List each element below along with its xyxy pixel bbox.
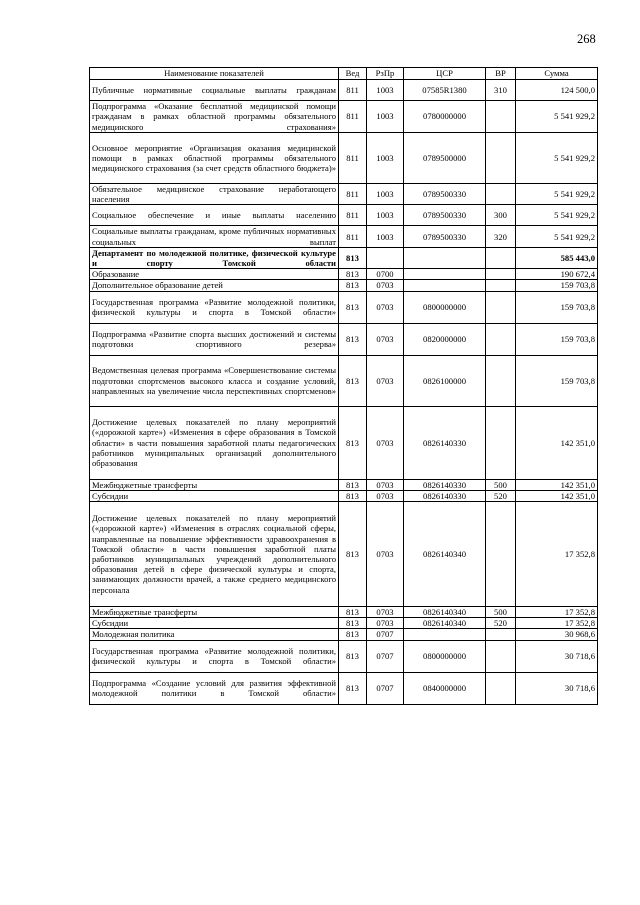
page-number: 268 bbox=[577, 32, 596, 46]
cell-vr bbox=[486, 280, 516, 291]
cell-csr: 0789500330 bbox=[404, 205, 486, 226]
cell-vr bbox=[486, 323, 516, 355]
cell-sum: 5 541 929,2 bbox=[516, 101, 598, 133]
cell-sum: 5 541 929,2 bbox=[516, 226, 598, 247]
cell-rzpr: 0703 bbox=[367, 291, 404, 323]
cell-vr bbox=[486, 502, 516, 607]
table-row bbox=[90, 133, 598, 184]
table-row bbox=[90, 406, 598, 479]
cell-ved: 813 bbox=[339, 672, 367, 704]
cell-vr: 300 bbox=[486, 205, 516, 226]
cell-vr bbox=[486, 101, 516, 133]
cell-vr: 520 bbox=[486, 618, 516, 629]
cell-ved: 811 bbox=[339, 133, 367, 184]
cell-ved: 813 bbox=[339, 323, 367, 355]
cell-sum: 190 672,4 bbox=[516, 269, 598, 280]
cell-sum: 159 703,8 bbox=[516, 355, 598, 406]
cell-name: Государственная программа «Развитие молодежной политики, физической культуры и спорта в Томской области» bbox=[90, 291, 339, 323]
cell-vr bbox=[486, 184, 516, 205]
cell-ved: 813 bbox=[339, 355, 367, 406]
cell-sum: 5 541 929,2 bbox=[516, 184, 598, 205]
cell-ved: 813 bbox=[339, 269, 367, 280]
cell-rzpr: 0703 bbox=[367, 490, 404, 501]
cell-rzpr bbox=[367, 247, 404, 268]
header-rzpr: РзПр bbox=[367, 68, 404, 80]
cell-vr: 500 bbox=[486, 479, 516, 490]
cell-csr: 0789500330 bbox=[404, 184, 486, 205]
table-row bbox=[90, 490, 598, 501]
table-row bbox=[90, 269, 598, 280]
cell-name: Субсидии bbox=[90, 490, 339, 501]
cell-csr: 0826140340 bbox=[404, 607, 486, 618]
table-row bbox=[90, 640, 598, 672]
cell-csr: 0789500000 bbox=[404, 133, 486, 184]
cell-ved: 813 bbox=[339, 629, 367, 640]
cell-rzpr: 1003 bbox=[367, 184, 404, 205]
cell-vr: 520 bbox=[486, 490, 516, 501]
cell-rzpr: 0707 bbox=[367, 640, 404, 672]
cell-ved: 813 bbox=[339, 490, 367, 501]
cell-name: Образование bbox=[90, 269, 339, 280]
cell-sum: 142 351,0 bbox=[516, 406, 598, 479]
cell-ved: 813 bbox=[339, 291, 367, 323]
cell-csr: 0826100000 bbox=[404, 355, 486, 406]
cell-rzpr: 1003 bbox=[367, 205, 404, 226]
cell-name: Основное мероприятие «Организация оказания медицинской помощи в рамках областной программы обязательного медицинского страхования (за счет средств областного бюджета)» bbox=[90, 133, 339, 184]
cell-vr bbox=[486, 640, 516, 672]
cell-name: Ведомственная целевая программа «Совершенствование системы подготовки спортсменов высокого класса и создание условий, направленных на увеличение числа перспективных спортсменов» bbox=[90, 355, 339, 406]
cell-vr bbox=[486, 133, 516, 184]
cell-rzpr: 0700 bbox=[367, 269, 404, 280]
table-row bbox=[90, 479, 598, 490]
cell-csr: 0789500330 bbox=[404, 226, 486, 247]
cell-sum: 5 541 929,2 bbox=[516, 205, 598, 226]
cell-csr: 0820000000 bbox=[404, 323, 486, 355]
table-header-row bbox=[90, 68, 598, 80]
cell-csr bbox=[404, 247, 486, 268]
cell-sum: 30 718,6 bbox=[516, 672, 598, 704]
cell-name: Социальное обеспечение и иные выплаты населению bbox=[90, 205, 339, 226]
header-vr: ВР bbox=[486, 68, 516, 80]
cell-csr: 0826140340 bbox=[404, 618, 486, 629]
cell-ved: 813 bbox=[339, 247, 367, 268]
cell-rzpr: 1003 bbox=[367, 80, 404, 101]
header-ved: Вед bbox=[339, 68, 367, 80]
cell-vr bbox=[486, 291, 516, 323]
cell-ved: 813 bbox=[339, 618, 367, 629]
cell-name: Дополнительное образование детей bbox=[90, 280, 339, 291]
table-row bbox=[90, 101, 598, 133]
cell-vr bbox=[486, 247, 516, 268]
header-csr: ЦСР bbox=[404, 68, 486, 80]
header-name: Наименование показателей bbox=[90, 68, 339, 80]
table-row bbox=[90, 672, 598, 704]
cell-ved: 813 bbox=[339, 640, 367, 672]
cell-sum: 159 703,8 bbox=[516, 323, 598, 355]
cell-name: Молодежная политика bbox=[90, 629, 339, 640]
cell-sum: 124 500,0 bbox=[516, 80, 598, 101]
table-row bbox=[90, 629, 598, 640]
cell-rzpr: 0703 bbox=[367, 607, 404, 618]
cell-sum: 5 541 929,2 bbox=[516, 133, 598, 184]
table-row bbox=[90, 607, 598, 618]
cell-ved: 813 bbox=[339, 479, 367, 490]
cell-sum: 17 352,8 bbox=[516, 502, 598, 607]
cell-vr bbox=[486, 355, 516, 406]
cell-csr: 07585R1380 bbox=[404, 80, 486, 101]
cell-vr bbox=[486, 672, 516, 704]
cell-csr bbox=[404, 269, 486, 280]
cell-vr: 310 bbox=[486, 80, 516, 101]
table-row bbox=[90, 80, 598, 101]
cell-sum: 142 351,0 bbox=[516, 479, 598, 490]
cell-sum: 159 703,8 bbox=[516, 291, 598, 323]
header-sum: Сумма bbox=[516, 68, 598, 80]
cell-csr: 0800000000 bbox=[404, 640, 486, 672]
table-row bbox=[90, 205, 598, 226]
cell-rzpr: 1003 bbox=[367, 226, 404, 247]
table-row bbox=[90, 323, 598, 355]
cell-name: Подпрограмма «Развитие спорта высших достижений и системы подготовки спортивного резерва» bbox=[90, 323, 339, 355]
cell-sum: 142 351,0 bbox=[516, 490, 598, 501]
cell-ved: 811 bbox=[339, 205, 367, 226]
cell-rzpr: 0703 bbox=[367, 323, 404, 355]
cell-vr: 500 bbox=[486, 607, 516, 618]
cell-rzpr: 0703 bbox=[367, 502, 404, 607]
cell-ved: 813 bbox=[339, 406, 367, 479]
cell-rzpr: 0703 bbox=[367, 618, 404, 629]
cell-vr: 320 bbox=[486, 226, 516, 247]
cell-ved: 811 bbox=[339, 80, 367, 101]
cell-ved: 811 bbox=[339, 101, 367, 133]
cell-name: Публичные нормативные социальные выплаты гражданам bbox=[90, 80, 339, 101]
cell-csr: 0826140340 bbox=[404, 502, 486, 607]
cell-csr: 0800000000 bbox=[404, 291, 486, 323]
cell-sum: 30 718,6 bbox=[516, 640, 598, 672]
cell-name: Межбюджетные трансферты bbox=[90, 479, 339, 490]
table-row bbox=[90, 226, 598, 247]
cell-vr bbox=[486, 629, 516, 640]
cell-ved: 813 bbox=[339, 502, 367, 607]
cell-csr: 0826140330 bbox=[404, 479, 486, 490]
cell-sum: 30 968,6 bbox=[516, 629, 598, 640]
cell-sum: 585 443,0 bbox=[516, 247, 598, 268]
cell-csr: 0780000000 bbox=[404, 101, 486, 133]
cell-name: Подпрограмма «Создание условий для развития эффективной молодежной политики в Томской области» bbox=[90, 672, 339, 704]
cell-sum: 17 352,8 bbox=[516, 618, 598, 629]
cell-ved: 813 bbox=[339, 280, 367, 291]
cell-rzpr: 0703 bbox=[367, 355, 404, 406]
cell-rzpr: 1003 bbox=[367, 101, 404, 133]
table-row bbox=[90, 280, 598, 291]
cell-name: Обязательное медицинское страхование неработающего населения bbox=[90, 184, 339, 205]
cell-rzpr: 0703 bbox=[367, 280, 404, 291]
cell-ved: 811 bbox=[339, 184, 367, 205]
table-row bbox=[90, 502, 598, 607]
table-row bbox=[90, 184, 598, 205]
cell-csr: 0826140330 bbox=[404, 490, 486, 501]
cell-ved: 813 bbox=[339, 607, 367, 618]
cell-name: Департамент по молодежной политике, физической культуре и спорту Томской области bbox=[90, 247, 339, 268]
cell-rzpr: 0703 bbox=[367, 479, 404, 490]
cell-csr bbox=[404, 280, 486, 291]
cell-name: Субсидии bbox=[90, 618, 339, 629]
table-row bbox=[90, 618, 598, 629]
cell-vr bbox=[486, 269, 516, 280]
budget-table bbox=[89, 67, 598, 705]
cell-csr: 0840000000 bbox=[404, 672, 486, 704]
cell-rzpr: 0707 bbox=[367, 629, 404, 640]
cell-name: Межбюджетные трансферты bbox=[90, 607, 339, 618]
table-row bbox=[90, 247, 598, 268]
cell-ved: 811 bbox=[339, 226, 367, 247]
cell-name: Социальные выплаты гражданам, кроме публичных нормативных социальных выплат bbox=[90, 226, 339, 247]
cell-rzpr: 1003 bbox=[367, 133, 404, 184]
cell-rzpr: 0703 bbox=[367, 406, 404, 479]
cell-vr bbox=[486, 406, 516, 479]
table-row bbox=[90, 291, 598, 323]
cell-name: Достижение целевых показателей по плану мероприятий («дорожной карте») «Изменения в отраслях социальной сферы, направленные на повышение эффективности здравоохранения в Томской области» в части повышения заработной платы работников муниципальных учреждений дополнительного образования детей в сфере физической культуры и спорта, занимающих должности врачей, а также среднего медицинского персонала bbox=[90, 502, 339, 607]
cell-sum: 159 703,8 bbox=[516, 280, 598, 291]
cell-name: Подпрограмма «Оказание бесплатной медицинской помощи гражданам в рамках областной программы обязательного медицинского страхования» bbox=[90, 101, 339, 133]
cell-rzpr: 0707 bbox=[367, 672, 404, 704]
cell-csr: 0826140330 bbox=[404, 406, 486, 479]
cell-name: Государственная программа «Развитие молодежной политики, физической культуры и спорта в Томской области» bbox=[90, 640, 339, 672]
cell-csr bbox=[404, 629, 486, 640]
table-row bbox=[90, 355, 598, 406]
cell-sum: 17 352,8 bbox=[516, 607, 598, 618]
table-body bbox=[90, 80, 598, 705]
cell-name: Достижение целевых показателей по плану мероприятий («дорожной карте») «Изменения в сфере образования в Томской области» в части повышения заработной платы педагогических работников муниципальных организаций дополнительного образования bbox=[90, 406, 339, 479]
